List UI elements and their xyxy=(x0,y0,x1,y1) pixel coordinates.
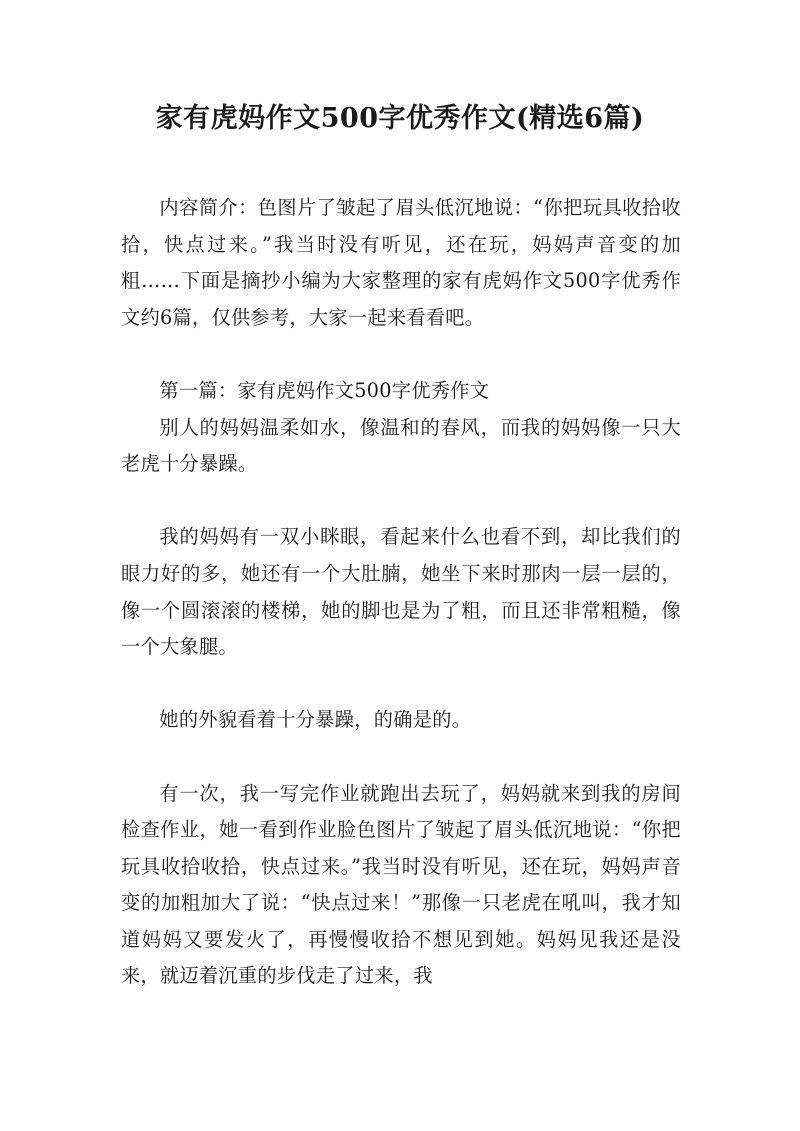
paragraph-gap xyxy=(121,739,681,776)
paragraph-gap xyxy=(121,336,681,373)
body-paragraph: 有一次，我一写完作业就跑出去玩了，妈妈就来到我的房间检查作业，她一看到作业脸色图片了皱起了眉头低沉地说：“你把玩具收拾收拾，快点过来。”我当时没有听见，还在玩，妈妈声音变的加粗加大了说：“快点过来！”那像一只老虎在吼叫，我才知道妈妈又要发火了，再慢慢收拾不想见到她。妈妈见我还是没来，就迈着沉重的步伐走了过来，我 xyxy=(121,781,681,988)
body-paragraph: 别人的妈妈温柔如水，像温和的春风，而我的妈妈像一只大老虎十分暴躁。 xyxy=(121,415,681,476)
summary-paragraph: 内容简介：色图片了皱起了眉头低沉地说：“你把玩具收拾收拾，快点过来。”我当时没有听见，还在玩，妈妈声音变的加粗……下面是摘抄小编为大家整理的家有虎妈作文500字优秀作文约6篇，仅供参考，大家一起来看看吧。 xyxy=(121,196,681,329)
section-heading: 第一篇：家有虎妈作文500字优秀作文 xyxy=(159,378,490,402)
body-paragraph: 我的妈妈有一双小眯眼，看起来什么也看不到，却比我们的眼力好的多，她还有一个大肚腩，她坐下来时那肉一层一层的，像一个圆滚滚的楼梯，她的脚也是为了粗，而且还非常粗糙，像一个大象腿。 xyxy=(121,525,681,659)
document-title: 家有虎妈作文500字优秀作文(精选6篇) xyxy=(155,103,645,134)
document-body xyxy=(121,190,681,995)
paragraph-gap xyxy=(121,666,681,703)
body-paragraph: 她的外貌看着十分暴躁，的确是的。 xyxy=(159,708,472,732)
paragraph-gap xyxy=(121,483,681,520)
